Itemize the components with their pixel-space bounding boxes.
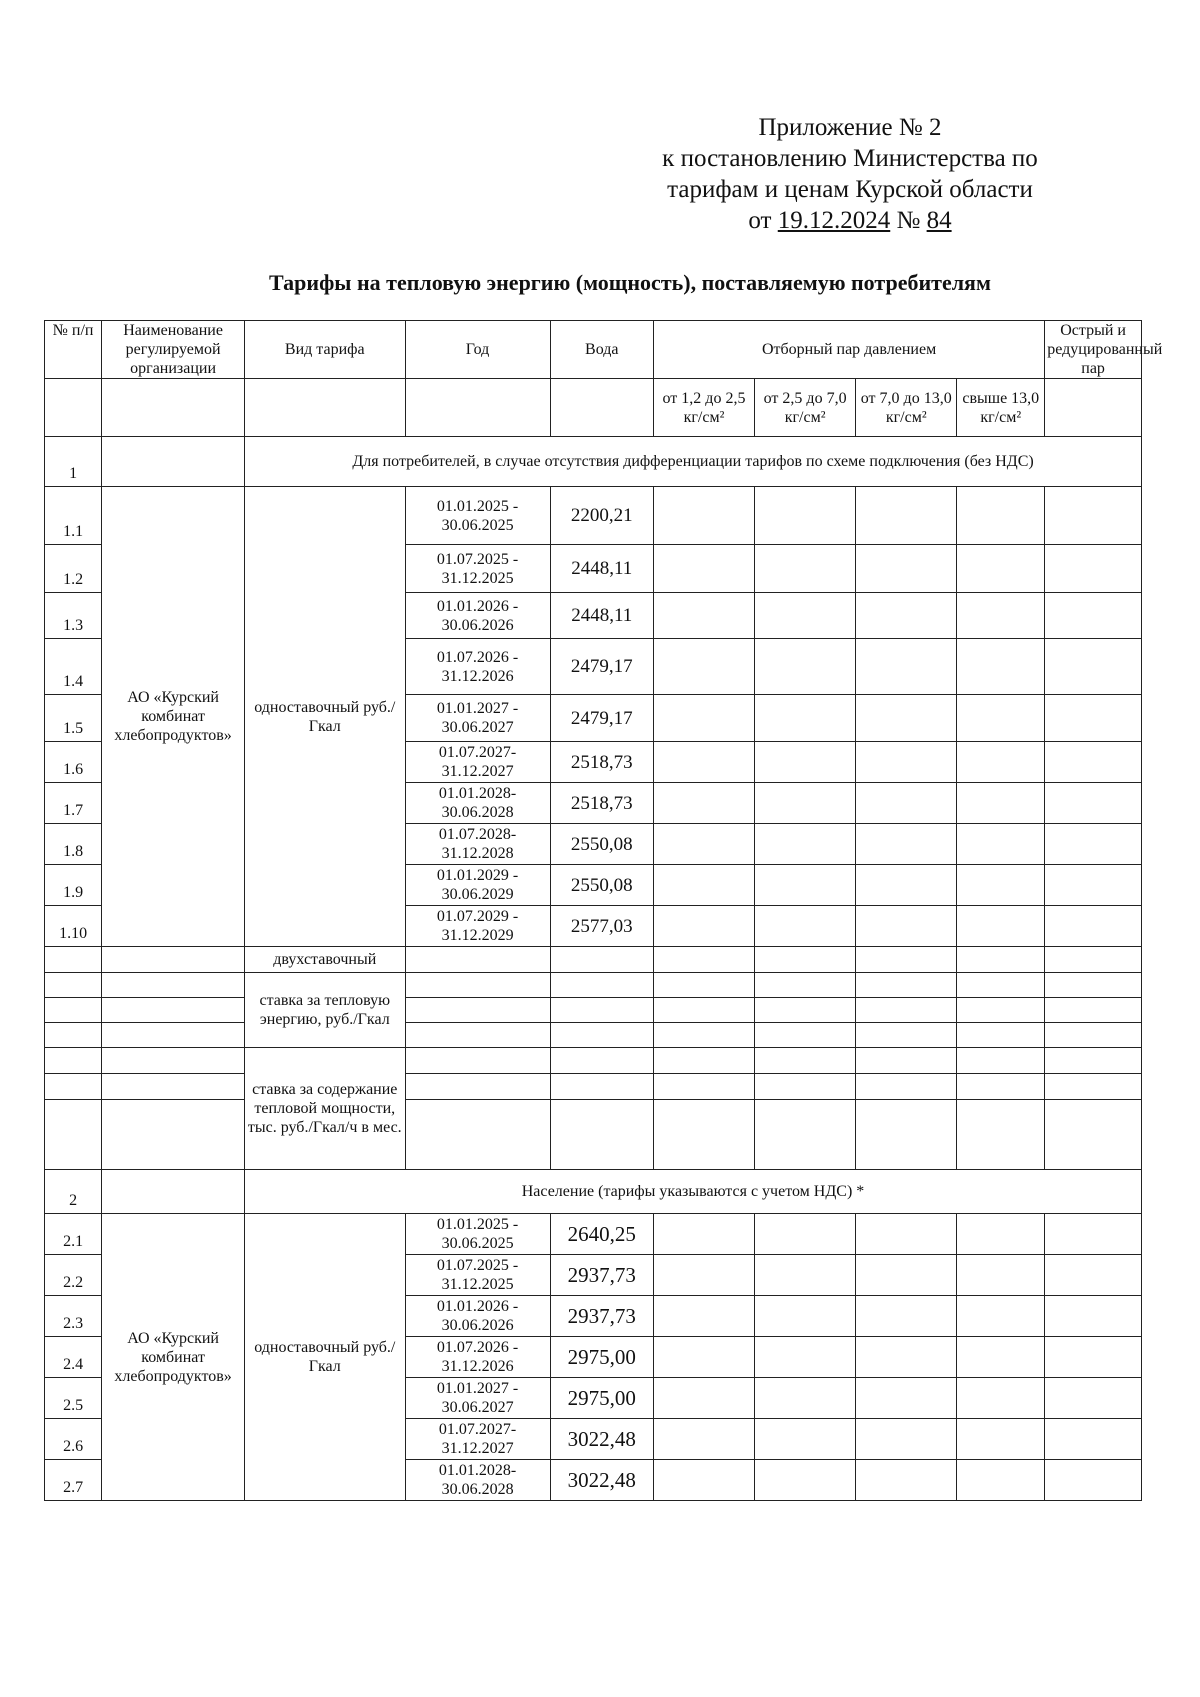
col-header-type: Вид тарифа bbox=[245, 321, 405, 379]
document-header bbox=[600, 112, 1100, 236]
resolution-date: 19.12.2024 bbox=[777, 207, 891, 234]
row-number: 2.5 bbox=[45, 1378, 102, 1419]
col-header-water: Вода bbox=[550, 321, 653, 379]
water-tariff: 2518,73 bbox=[550, 742, 653, 783]
tariff-type: одноставочный руб./Гкал bbox=[245, 487, 405, 947]
water-tariff: 2577,03 bbox=[550, 906, 653, 947]
period: 01.07.2029 - 31.12.2029 bbox=[405, 906, 550, 947]
section-number: 2 bbox=[45, 1170, 102, 1214]
water-tariff: 2200,21 bbox=[550, 487, 653, 545]
row-number: 2.6 bbox=[45, 1419, 102, 1460]
page-title: Тарифы на тепловую энергию (мощность), поставляемую потребителям bbox=[269, 270, 991, 295]
water-tariff: 2937,73 bbox=[550, 1255, 653, 1296]
row-number: 1.4 bbox=[45, 639, 102, 695]
tariff-table bbox=[44, 320, 1163, 1501]
period: 01.01.2029 - 30.06.2029 bbox=[405, 865, 550, 906]
water-tariff: 2448,11 bbox=[550, 593, 653, 639]
row-number: 1.8 bbox=[45, 824, 102, 865]
water-tariff: 2937,73 bbox=[550, 1296, 653, 1337]
col-header-steam-3: от 7,0 до 13,0 кг/см² bbox=[856, 379, 957, 437]
row-number: 2.2 bbox=[45, 1255, 102, 1296]
period: 01.01.2028- 30.06.2028 bbox=[405, 783, 550, 824]
period: 01.07.2025 - 31.12.2025 bbox=[405, 545, 550, 593]
period: 01.01.2027 - 30.06.2027 bbox=[405, 1378, 550, 1419]
row-number: 2.4 bbox=[45, 1337, 102, 1378]
water-tariff: 3022,48 bbox=[550, 1460, 653, 1501]
row-number: 1.10 bbox=[45, 906, 102, 947]
water-tariff: 2975,00 bbox=[550, 1337, 653, 1378]
resolution-number: 84 bbox=[926, 207, 952, 234]
table-row bbox=[45, 487, 1142, 545]
water-tariff: 2518,73 bbox=[550, 783, 653, 824]
resolution-line: к постановлению Министерства по bbox=[662, 145, 1038, 172]
period: 01.07.2027- 31.12.2027 bbox=[405, 1419, 550, 1460]
org-name: АО «Курский комбинат хлебопродуктов» bbox=[102, 487, 245, 947]
appendix-label: Приложение № 2 bbox=[758, 114, 942, 141]
row-number: 2.3 bbox=[45, 1296, 102, 1337]
row-number: 1.6 bbox=[45, 742, 102, 783]
col-header-steam-1: от 1,2 до 2,5 кг/см² bbox=[653, 379, 754, 437]
col-header-steam-2: от 2,5 до 7,0 кг/см² bbox=[755, 379, 856, 437]
row-number: 2.1 bbox=[45, 1214, 102, 1255]
col-header-steam: Отборный пар давлением bbox=[653, 321, 1044, 379]
table-row bbox=[45, 1214, 1142, 1255]
period: 01.07.2028- 31.12.2028 bbox=[405, 824, 550, 865]
rate-capacity-label: ставка за содержание тепловой мощности, тыс. руб./Гкал/ч в мес. bbox=[245, 1048, 405, 1170]
date-line: от 19.12.2024 № 84 bbox=[748, 207, 952, 234]
water-tariff: 2448,11 bbox=[550, 545, 653, 593]
row-number: 1.2 bbox=[45, 545, 102, 593]
period: 01.07.2027- 31.12.2027 bbox=[405, 742, 550, 783]
water-tariff: 2975,00 bbox=[550, 1378, 653, 1419]
water-tariff: 3022,48 bbox=[550, 1419, 653, 1460]
period: 01.07.2026 - 31.12.2026 bbox=[405, 639, 550, 695]
section-label: Население (тарифы указываются с учетом НДС) * bbox=[245, 1170, 1142, 1214]
water-tariff: 2550,08 bbox=[550, 865, 653, 906]
water-tariff: 2479,17 bbox=[550, 639, 653, 695]
period: 01.07.2025 - 31.12.2025 bbox=[405, 1255, 550, 1296]
section-number: 1 bbox=[45, 437, 102, 487]
ministry-line: тарифам и ценам Курской области bbox=[667, 176, 1033, 203]
col-header-org: Наименование регулируемой организации bbox=[102, 321, 245, 379]
tariff-type: одноставочный руб./Гкал bbox=[245, 1214, 405, 1501]
row-number: 1.3 bbox=[45, 593, 102, 639]
rate-energy-label: ставка за тепловую энергию, руб./Гкал bbox=[245, 973, 405, 1048]
col-header-num: № п/п bbox=[45, 321, 102, 379]
row-number: 1.9 bbox=[45, 865, 102, 906]
period: 01.01.2026 - 30.06.2026 bbox=[405, 1296, 550, 1337]
row-number: 2.7 bbox=[45, 1460, 102, 1501]
row-number: 1.1 bbox=[45, 487, 102, 545]
water-tariff: 2550,08 bbox=[550, 824, 653, 865]
section-label: Для потребителей, в случае отсутствия дифференциации тарифов по схеме подключения (без НДС) bbox=[245, 437, 1142, 487]
period: 01.01.2027 - 30.06.2027 bbox=[405, 695, 550, 742]
two-rate-label: двухставочный bbox=[245, 947, 405, 973]
water-tariff: 2479,17 bbox=[550, 695, 653, 742]
org-name: АО «Курский комбинат хлебопродуктов» bbox=[102, 1214, 245, 1501]
col-header-year: Год bbox=[405, 321, 550, 379]
period: 01.01.2026 - 30.06.2026 bbox=[405, 593, 550, 639]
period: 01.01.2025 - 30.06.2025 bbox=[405, 487, 550, 545]
row-number: 1.5 bbox=[45, 695, 102, 742]
period: 01.07.2026 - 31.12.2026 bbox=[405, 1337, 550, 1378]
water-tariff: 2640,25 bbox=[550, 1214, 653, 1255]
col-header-steam-4: свыше 13,0 кг/см² bbox=[957, 379, 1045, 437]
period: 01.01.2025 - 30.06.2025 bbox=[405, 1214, 550, 1255]
col-header-sharp-steam: Острый и редуцированный пар bbox=[1045, 321, 1142, 379]
row-number: 1.7 bbox=[45, 783, 102, 824]
period: 01.01.2028- 30.06.2028 bbox=[405, 1460, 550, 1501]
